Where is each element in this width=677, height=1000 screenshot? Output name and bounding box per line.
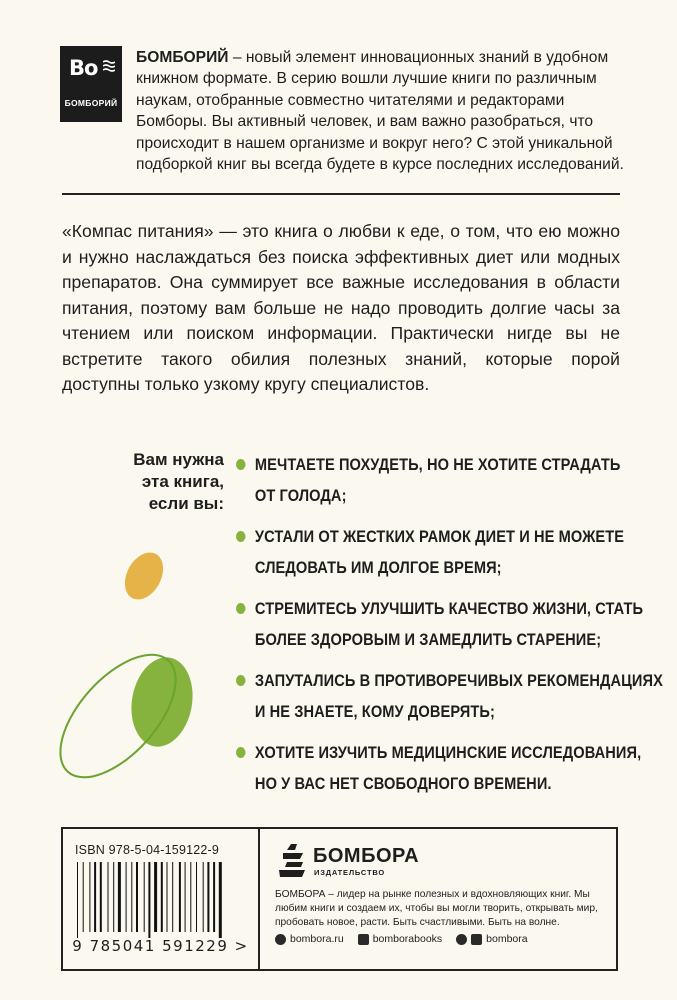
footer-box bbox=[61, 827, 618, 971]
series-logo-label: БОМБОРИЙ bbox=[64, 98, 118, 108]
list-item: ЗАПУТАЛИСЬ В ПРОТИВОРЕЧИВЫХ РЕКОМЕНДАЦИЯХ И НЕ ЗНАЕТЕ, КОМУ ДОВЕРЯТЬ; bbox=[236, 665, 675, 727]
need-line-1: Вам нужна bbox=[133, 450, 224, 469]
need-line-3: если вы: bbox=[148, 494, 224, 513]
bullet-icon bbox=[236, 675, 245, 686]
web-icon bbox=[275, 934, 286, 945]
barcode-icon bbox=[75, 862, 245, 938]
need-heading bbox=[112, 449, 224, 515]
list-item: УСТАЛИ ОТ ЖЕСТКИХ РАМОК ДИЕТ И НЕ МОЖЕТЕ СЛЕДОВАТЬ ИМ ДОЛГОЕ ВРЕМЯ; bbox=[236, 521, 675, 583]
book-description: «Компас питания» — это книга о любви к еде, о том, что ею можно и нужно наслаждаться без поиска эффективных диет или модных препаратов. Она суммирует все важные исследования в области питания, поэтому вам больше не надо проводить долгие часы за чтением или поиском информации. Практически нигде вы не встретите такого обилия полезных знаний, которые порой доступны только узкому кругу специалистов. bbox=[62, 221, 620, 394]
series-logo bbox=[60, 46, 122, 122]
bullet-icon bbox=[236, 531, 245, 542]
vk-icon bbox=[358, 934, 369, 945]
series-logo-mark: Bo bbox=[69, 56, 98, 80]
publisher-subtitle: ИЗДАТЕЛЬСТВО bbox=[314, 868, 385, 877]
publisher-name: БОМБОРА bbox=[313, 845, 420, 867]
social-web[interactable]: bombora.ru bbox=[275, 933, 344, 945]
list-item: МЕЧТАЕТЕ ПОХУДЕТЬ, НО НЕ ХОТИТЕ СТРАДАТЬ ОТ ГОЛОДА; bbox=[236, 449, 675, 511]
green-filled-circle bbox=[125, 652, 200, 751]
social-telegram[interactable]: bombora bbox=[456, 933, 527, 945]
divider bbox=[62, 193, 620, 195]
barcode-panel bbox=[63, 829, 260, 969]
bullet-icon bbox=[236, 603, 245, 614]
publisher-text: БОМБОРА – лидер на рынке полезных и вдохновляющих книг. Мы любим книги и создаем их, чтобы вы могли творить, открывать мир, пробовать новое, расти. Быть счастливыми. Быть на волне. bbox=[275, 889, 598, 928]
waves-icon bbox=[103, 60, 115, 74]
need-line-2: эта книга, bbox=[141, 472, 224, 491]
youtube-icon bbox=[471, 934, 482, 945]
bullet-icon bbox=[236, 459, 245, 470]
list-item: СТРЕМИТЕСЬ УЛУЧШИТЬ КАЧЕСТВО ЖИЗНИ, СТАТЬ БОЛЕЕ ЗДОРОВЫМ И ЗАМЕДЛИТЬ СТАРЕНИЕ; bbox=[236, 593, 675, 655]
telegram-icon bbox=[456, 934, 467, 945]
list-item: ХОТИТЕ ИЗУЧИТЬ МЕДИЦИНСКИЕ ИССЛЕДОВАНИЯ, НО У ВАС НЕТ СВОБОДНОГО ВРЕМЕНИ. bbox=[236, 737, 675, 799]
series-intro bbox=[136, 47, 626, 175]
series-intro-text: – новый элемент инновационных знаний в удобном книжном формате. В серию вошли лучшие книги по различным наукам, отобранные совместно читателями и редакторами Бомборы. Вы активный человек, и вам важно разобраться, что происходит в нашем организме и вокруг него? С этой уникальной подборкой книг вы всегда будете в курсе последних исследований. bbox=[136, 49, 624, 174]
yellow-circle bbox=[117, 546, 170, 606]
isbn: ISBN 978-5-04-159122-9 bbox=[75, 843, 220, 857]
series-intro-brand: БОМБОРИЙ bbox=[136, 49, 229, 66]
reasons-list bbox=[236, 449, 663, 809]
social-links bbox=[275, 933, 528, 945]
barcode-number: 9 785041 591229 > bbox=[72, 937, 249, 955]
bullet-icon bbox=[236, 747, 245, 758]
publisher-logo-icon bbox=[277, 842, 309, 880]
social-vk[interactable]: bomborabooks bbox=[358, 933, 442, 945]
